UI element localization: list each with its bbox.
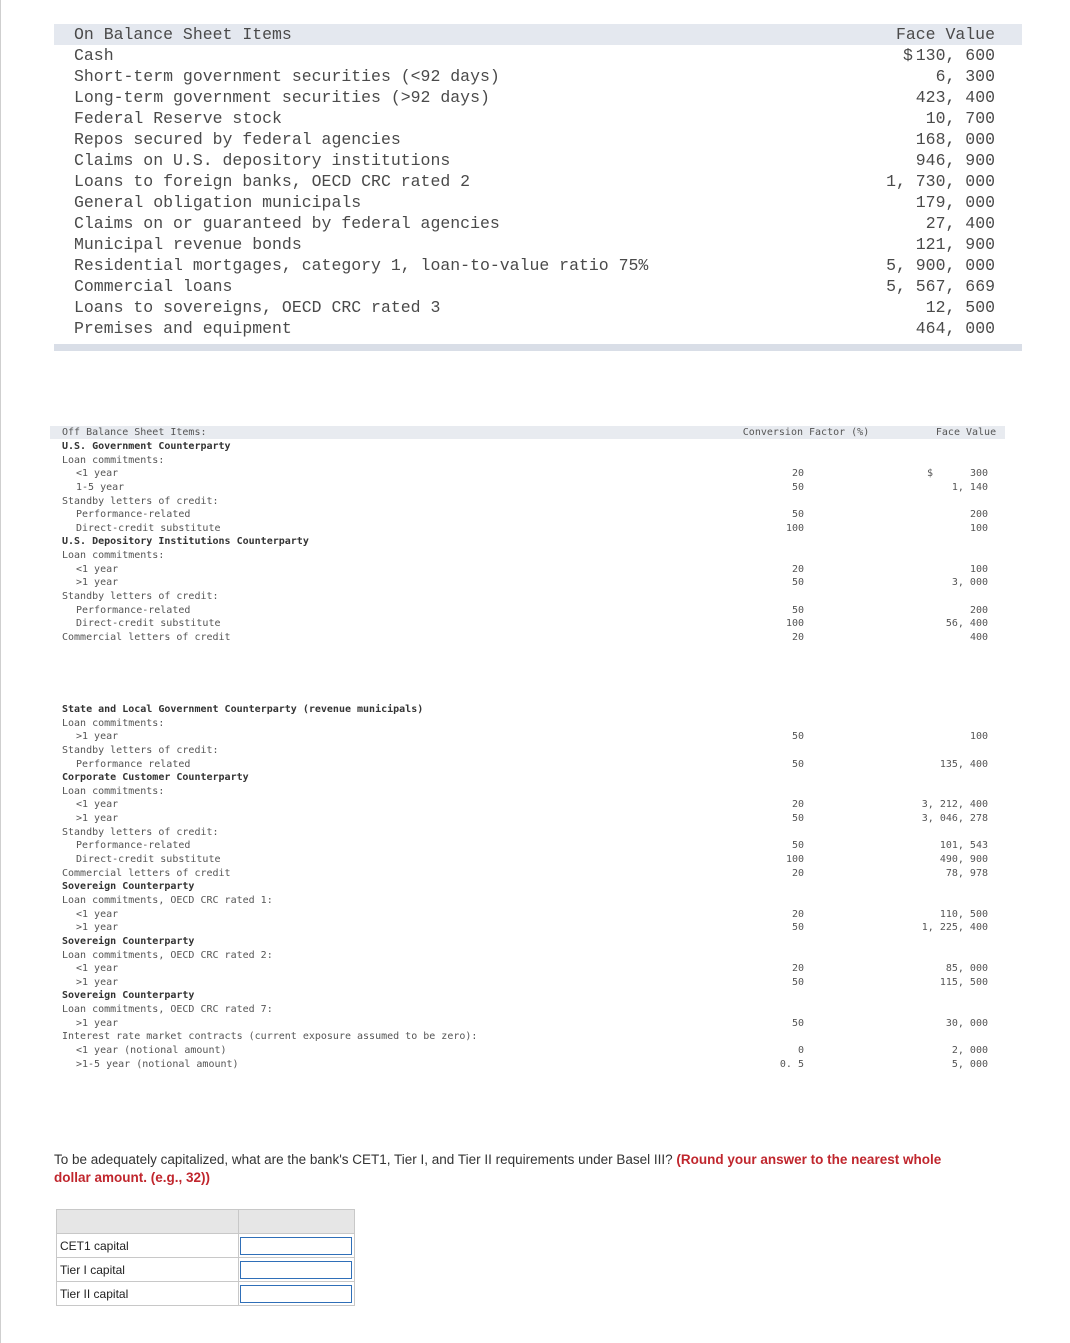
- page-left-border: [0, 0, 1, 1343]
- face-value: 200: [969, 604, 988, 616]
- off-balance-sheet-row: [50, 989, 1010, 1003]
- tier-1-capital-input[interactable]: [240, 1261, 352, 1279]
- off-balance-item-label: >1 year: [76, 922, 119, 934]
- off-balance-sheet-row: [50, 717, 1010, 731]
- balance-sheet-item-label: Repos secured by federal agencies: [74, 130, 401, 149]
- off-balance-sheet-row: [50, 1044, 1010, 1058]
- off-balance-sheet-row: [50, 454, 1010, 468]
- off-balance-sheet-row: [50, 563, 1010, 577]
- off-balance-item-label: U.S. Depository Institutions Counterparty: [62, 536, 309, 548]
- face-value: 1, 140: [951, 481, 988, 493]
- off-balance-sheet-row: [50, 522, 1010, 536]
- off-balance-item-label: Standby letters of credit:: [62, 591, 219, 603]
- off-balance-item-label: U.S. Government Counterparty: [62, 441, 231, 452]
- face-value: 2, 000: [951, 1045, 988, 1057]
- off-balance-item-label: Direct-credit substitute: [76, 854, 221, 866]
- off-balance-sheet-row: [50, 1058, 1010, 1072]
- balance-sheet-item-label: Loans to sovereigns, OECD CRC rated 3: [74, 298, 441, 317]
- answer-label: CET1 capital: [57, 1234, 239, 1258]
- off-balance-sheet-row: [50, 481, 1010, 495]
- off-balance-item-label: >1-5 year (notional amount): [76, 1058, 239, 1070]
- off-balance-item-label: Interest rate market contracts (current exposure assumed to be zero):: [62, 1031, 478, 1043]
- off-balance-item-label: >1 year: [76, 731, 119, 743]
- off-balance-sheet-row: [50, 440, 1010, 454]
- conversion-factor-value: 50: [791, 509, 804, 521]
- off-balance-sheet-row: [50, 758, 1010, 772]
- conversion-factor-value: 50: [791, 758, 804, 770]
- face-value: 5, 000: [951, 1058, 988, 1070]
- answer-row-cet1: [57, 1234, 355, 1258]
- off-balance-item-label: Direct-credit substitute: [76, 618, 221, 630]
- balance-sheet-item-label: Residential mortgages, category 1, loan-to-value ratio 75%: [74, 256, 649, 275]
- face-value: 100: [969, 563, 988, 575]
- balance-sheet-item-value: 12, 500: [925, 298, 995, 317]
- off-balance-sheet-row: [50, 921, 1010, 935]
- balance-sheet-bottom-rule: [54, 344, 1022, 351]
- conversion-factor-value: 100: [785, 618, 804, 630]
- face-value: 400: [969, 631, 988, 643]
- face-value: 115, 500: [939, 976, 988, 988]
- question-body: To be adequately capitalized, what are the bank's CET1, Tier I, and Tier II requirements under Basel III?: [54, 1152, 677, 1167]
- off-balance-sheet-row: [50, 1030, 1010, 1044]
- balance-sheet-item-label: Long-term government securities (>92 days): [74, 88, 490, 107]
- off-balance-item-label: Sovereign Counterparty: [62, 881, 195, 893]
- conversion-factor-value: 20: [791, 908, 804, 920]
- balance-sheet-row: [54, 192, 1022, 213]
- conversion-factor-value: 50: [791, 813, 804, 825]
- face-value: 56, 400: [945, 618, 988, 630]
- off-balance-item-label: Loan commitments:: [62, 717, 165, 729]
- conversion-factor-value: 50: [791, 731, 804, 743]
- balance-sheet-item-label: Claims on or guaranteed by federal agencies: [74, 214, 500, 233]
- balance-sheet-row: [54, 297, 1022, 318]
- off-balance-item-label: Loan commitments, OECD CRC rated 2:: [62, 949, 273, 961]
- off-balance-sheet-body-1: [50, 440, 1010, 645]
- off-balance-item-label: Standby letters of credit:: [62, 826, 219, 838]
- off-balance-item-label: Loan commitments:: [62, 550, 165, 562]
- off-balance-item-label: 1-5 year: [76, 481, 125, 493]
- off-balance-sheet-row: [50, 949, 1010, 963]
- balance-sheet-item-value: 1, 730, 000: [886, 172, 995, 191]
- balance-sheet-item-value: 5, 567, 669: [886, 277, 995, 296]
- off-balance-sheet-row: [50, 604, 1010, 618]
- balance-sheet-row: [54, 171, 1022, 192]
- conversion-factor-value: 0. 5: [779, 1058, 804, 1070]
- balance-sheet-item-value: 946, 900: [915, 151, 995, 170]
- face-value: 300: [969, 468, 988, 480]
- off-balance-sheet-row: [50, 467, 1010, 481]
- off-balance-sheet-row: [50, 730, 1010, 744]
- off-balance-item-label: Standby letters of credit:: [62, 495, 219, 507]
- cet1-capital-input[interactable]: [240, 1237, 352, 1255]
- conversion-factor-value: 50: [791, 922, 804, 934]
- off-balance-item-label: Sovereign Counterparty: [62, 990, 195, 1002]
- off-balance-sheet-row: [50, 826, 1010, 840]
- off-balance-sheet-row: [50, 535, 1010, 549]
- answer-table: [56, 1209, 355, 1306]
- off-balance-item-label: Performance related: [76, 758, 191, 770]
- balance-sheet-item-label: Commercial loans: [74, 277, 233, 296]
- face-value: 30, 000: [945, 1017, 988, 1029]
- conversion-factor-value: 20: [791, 563, 804, 575]
- answer-row-tier2: [57, 1282, 355, 1306]
- balance-sheet-item-value: 5, 900, 000: [886, 256, 995, 275]
- balance-sheet-item-value: 130, 600: [915, 46, 995, 65]
- balance-sheet-row: [54, 234, 1022, 255]
- off-balance-item-label: Commercial letters of credit: [62, 631, 231, 643]
- balance-sheet-header-value: Face Value: [895, 25, 995, 44]
- conversion-factor-value: 50: [791, 481, 804, 493]
- off-balance-item-label: Performance-related: [76, 840, 191, 852]
- balance-sheet-body: [54, 45, 1022, 339]
- off-balance-item-label: >1 year: [76, 813, 119, 825]
- off-balance-sheet-row: [50, 798, 1010, 812]
- off-balance-sheet-row: [50, 703, 1010, 717]
- face-value: 3, 000: [951, 577, 988, 589]
- face-value: 3, 046, 278: [921, 813, 988, 825]
- off-balance-item-label: >1 year: [76, 577, 119, 589]
- balance-sheet-item-label: Claims on U.S. depository institutions: [74, 151, 451, 170]
- currency-symbol: $: [903, 46, 913, 65]
- off-balance-sheet-row: [50, 590, 1010, 604]
- off-balance-item-label: <1 year: [76, 563, 119, 575]
- balance-sheet-row: [54, 108, 1022, 129]
- off-balance-sheet-row: [50, 962, 1010, 976]
- balance-sheet-item-value: 168, 000: [915, 130, 995, 149]
- answer-label: Tier II capital: [57, 1282, 239, 1306]
- balance-sheet-row: [54, 255, 1022, 276]
- balance-sheet-item-label: Federal Reserve stock: [74, 109, 282, 128]
- balance-sheet-row: [54, 150, 1022, 171]
- face-value: 135, 400: [939, 758, 988, 770]
- off-balance-item-label: <1 year: [76, 908, 119, 920]
- off-balance-item-label: Corporate Customer Counterparty: [62, 772, 249, 784]
- face-value: 110, 500: [939, 908, 988, 920]
- balance-sheet-table: [54, 24, 1022, 351]
- face-value: 490, 900: [939, 854, 988, 866]
- off-balance-sheet-row: [50, 549, 1010, 563]
- balance-sheet-item-label: Cash: [74, 46, 114, 65]
- face-value: 3, 212, 400: [921, 799, 988, 811]
- off-balance-item-label: <1 year: [76, 468, 119, 480]
- off-balance-sheet-row: [50, 853, 1010, 867]
- balance-sheet-item-value: 423, 400: [915, 88, 995, 107]
- off-balance-sheet-row: [50, 880, 1010, 894]
- conversion-factor-value: 20: [791, 963, 804, 975]
- off-balance-sheet-row: [50, 631, 1010, 645]
- balance-sheet-item-label: Municipal revenue bonds: [74, 235, 302, 254]
- face-value: 100: [969, 731, 988, 743]
- off-balance-sheet-row: [50, 1017, 1010, 1031]
- off-balance-item-label: Loan commitments:: [62, 454, 165, 466]
- off-balance-sheet-row: [50, 771, 1010, 785]
- off-balance-item-label: Loan commitments, OECD CRC rated 7:: [62, 1004, 273, 1016]
- face-value: 85, 000: [945, 963, 988, 975]
- balance-sheet-row: [54, 318, 1022, 339]
- tier-2-capital-input[interactable]: [240, 1285, 352, 1303]
- answer-row-tier1: [57, 1258, 355, 1282]
- off-balance-item-label: Performance-related: [76, 604, 191, 616]
- face-value: 101, 543: [939, 840, 988, 852]
- balance-sheet-row: [54, 276, 1022, 297]
- face-value: 200: [969, 509, 988, 521]
- conversion-factor-value: 50: [791, 976, 804, 988]
- conversion-factor-value: 100: [785, 522, 804, 534]
- off-balance-item-label: Sovereign Counterparty: [62, 935, 195, 947]
- off-balance-item-label: <1 year: [76, 963, 119, 975]
- off-balance-sheet-row: [50, 1003, 1010, 1017]
- conversion-factor-value: 20: [791, 867, 804, 879]
- balance-sheet-item-value: 27, 400: [925, 214, 995, 233]
- currency-symbol: $: [927, 468, 934, 480]
- balance-sheet-item-value: 464, 000: [915, 319, 995, 338]
- balance-sheet-item-value: 121, 900: [915, 235, 995, 254]
- off-balance-sheet-row: [50, 576, 1010, 590]
- conversion-factor-value: 100: [785, 854, 804, 866]
- answer-label: Tier I capital: [57, 1258, 239, 1282]
- off-balance-sheet-row: [50, 935, 1010, 949]
- conversion-factor-header: Conversion Factor (%): [742, 427, 870, 438]
- balance-sheet-header: [54, 24, 1022, 45]
- off-balance-sheet-row: [50, 495, 1010, 509]
- off-balance-sheet-row: [50, 508, 1010, 522]
- answer-table-header: [57, 1210, 355, 1234]
- off-balance-item-label: <1 year: [76, 799, 119, 811]
- balance-sheet-item-label: Short-term government securities (<92 days): [74, 67, 500, 86]
- balance-sheet-header-label: On Balance Sheet Items: [74, 25, 292, 44]
- conversion-factor-value: 50: [791, 604, 804, 616]
- off-balance-item-label: State and Local Government Counterparty (revenue municipals): [62, 704, 424, 715]
- face-value: 100: [969, 522, 988, 534]
- off-balance-item-label: >1 year: [76, 1017, 119, 1029]
- face-value: 1, 225, 400: [921, 922, 988, 934]
- off-balance-item-label: <1 year (notional amount): [76, 1045, 227, 1057]
- off-balance-sheet-header: [50, 426, 1005, 439]
- off-balance-item-label: Commercial letters of credit: [62, 867, 231, 879]
- conversion-factor-value: 20: [791, 799, 804, 811]
- off-balance-item-label: Loan commitments:: [62, 785, 165, 797]
- off-balance-item-label: Direct-credit substitute: [76, 522, 221, 534]
- off-balance-sheet-header-label: Off Balance Sheet Items:: [62, 427, 207, 438]
- balance-sheet-item-value: 6, 300: [935, 67, 995, 86]
- conversion-factor-value: 20: [791, 631, 804, 643]
- off-balance-sheet-row: [50, 867, 1010, 881]
- off-balance-item-label: >1 year: [76, 976, 119, 988]
- conversion-factor-value: 50: [791, 840, 804, 852]
- conversion-factor-value: 50: [791, 577, 804, 589]
- balance-sheet-row: [54, 45, 1022, 66]
- balance-sheet-row: [54, 87, 1022, 108]
- off-balance-item-label: Performance-related: [76, 509, 191, 521]
- off-balance-sheet-row: [50, 812, 1010, 826]
- balance-sheet-item-label: Loans to foreign banks, OECD CRC rated 2: [74, 172, 471, 191]
- off-balance-item-label: Loan commitments, OECD CRC rated 1:: [62, 894, 273, 906]
- off-balance-sheet-row: [50, 894, 1010, 908]
- conversion-factor-value: 20: [791, 468, 804, 480]
- off-balance-sheet-row: [50, 785, 1010, 799]
- face-value: 78, 978: [945, 867, 988, 879]
- off-balance-sheet-row: [50, 744, 1010, 758]
- off-balance-sheet-row: [50, 976, 1010, 990]
- balance-sheet-item-label: Premises and equipment: [74, 319, 292, 338]
- off-balance-sheet-row: [50, 839, 1010, 853]
- off-balance-item-label: Standby letters of credit:: [62, 744, 219, 756]
- question-instruction: (Round your answer to the nearest whole dollar amount. (e.g., 32)): [54, 1152, 942, 1185]
- off-balance-sheet-body-2: [50, 703, 1010, 1071]
- face-value-header: Face Value: [935, 427, 997, 438]
- balance-sheet-item-value: 10, 700: [925, 109, 995, 128]
- balance-sheet-row: [54, 213, 1022, 234]
- question-text: [54, 1151, 954, 1187]
- balance-sheet-item-label: General obligation municipals: [74, 193, 362, 212]
- off-balance-sheet-row: [50, 908, 1010, 922]
- balance-sheet-row: [54, 66, 1022, 87]
- balance-sheet-item-value: 179, 000: [915, 193, 995, 212]
- balance-sheet-row: [54, 129, 1022, 150]
- conversion-factor-value: 0: [797, 1045, 804, 1057]
- off-balance-sheet-row: [50, 617, 1010, 631]
- conversion-factor-value: 50: [791, 1017, 804, 1029]
